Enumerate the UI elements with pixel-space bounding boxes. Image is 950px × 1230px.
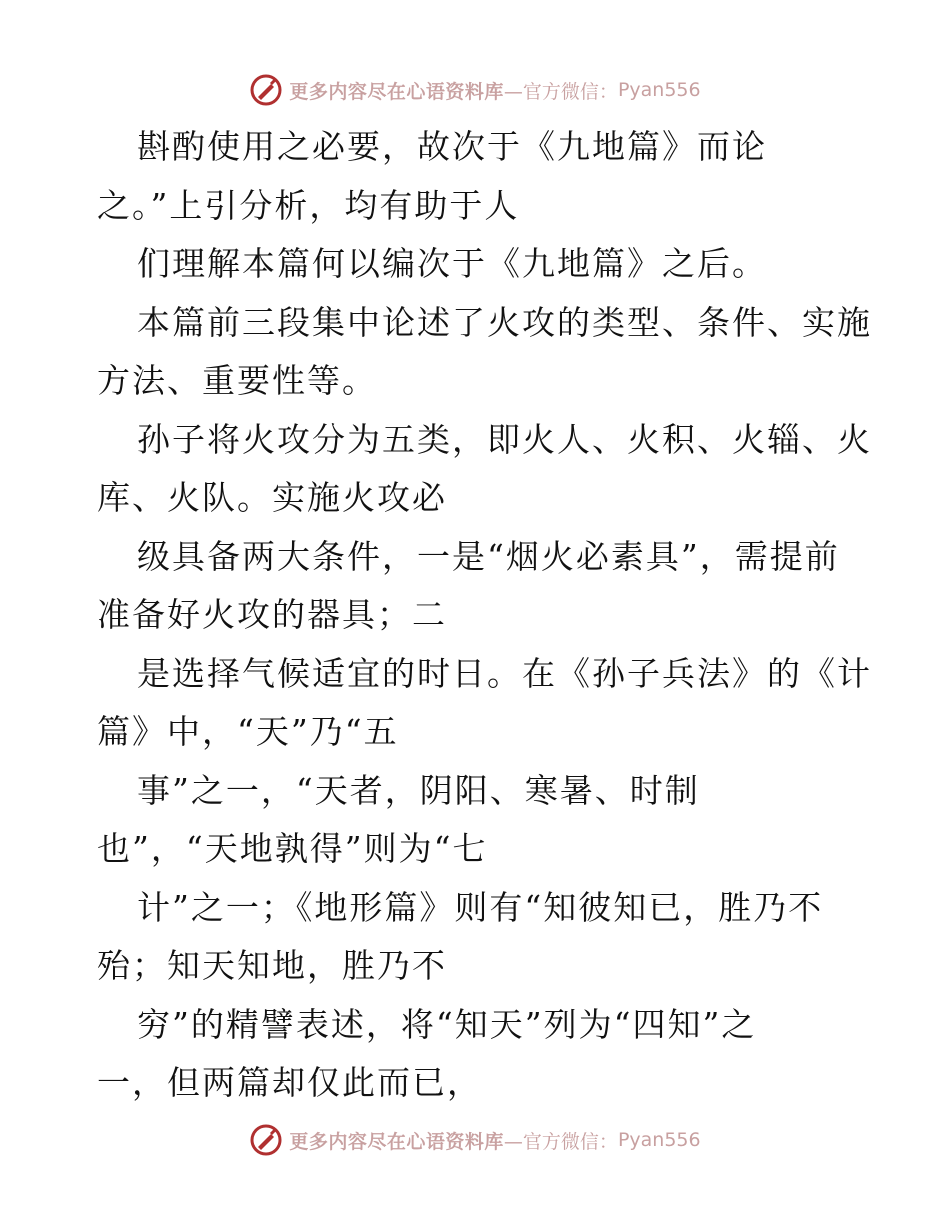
text-line: 殆；知天知地，胜乃不: [97, 946, 447, 985]
text-line: 事”之一，“天者，阴阳、寒暑、时制: [137, 770, 700, 810]
text-line: 也”，“天地孰得”则为“七: [97, 829, 488, 868]
text-line: 方法、重要性等。: [97, 361, 377, 400]
text-line: 篇》中，“天”乃“五: [97, 712, 399, 751]
document-body: [97, 118, 872, 1113]
banner-separator: —官方微信：: [503, 1130, 618, 1153]
banner-title: 更多内容尽在心语资料库: [289, 80, 504, 103]
text-line: 之。”上引分析，均有助于人: [97, 185, 520, 225]
text-line: 一，但两篇却仅此而已，: [97, 1063, 482, 1102]
text-line: 计”之一；《地形篇》则有“知彼知已，胜乃不: [137, 887, 824, 927]
banner-wechat-id: Pyan556: [617, 1129, 701, 1151]
text-line: 准备好火攻的器具；二: [97, 595, 447, 634]
pen-logo-icon: [249, 1123, 283, 1157]
text-line: 级具备两大条件，一是“烟火必素具”，需提前: [137, 536, 840, 576]
footer-banner: [0, 1120, 950, 1160]
text-line: 本篇前三段集中论述了火攻的类型、条件、实施: [137, 302, 872, 342]
banner-wechat-id: Pyan556: [617, 79, 701, 101]
banner-separator: —官方微信：: [503, 80, 618, 103]
text-line: 穷”的精譬表述，将“知天”列为“四知”之: [137, 1004, 757, 1044]
text-line: 斟酌使用之必要，故次于《九地篇》而论: [137, 127, 767, 166]
text-line: 们理解本篇何以编次于《九地篇》之后。: [137, 244, 767, 283]
header-banner: [0, 70, 950, 110]
banner-title: 更多内容尽在心语资料库: [289, 1130, 504, 1153]
pen-logo-icon: [249, 73, 283, 107]
text-line: 是选择气候适宜的时日。在《孙子兵法》的《计: [137, 653, 872, 693]
text-line: 库、火队。实施火攻必: [97, 478, 447, 517]
text-line: 孙子将火攻分为五类，即火人、火积、火辎、火: [137, 419, 872, 459]
